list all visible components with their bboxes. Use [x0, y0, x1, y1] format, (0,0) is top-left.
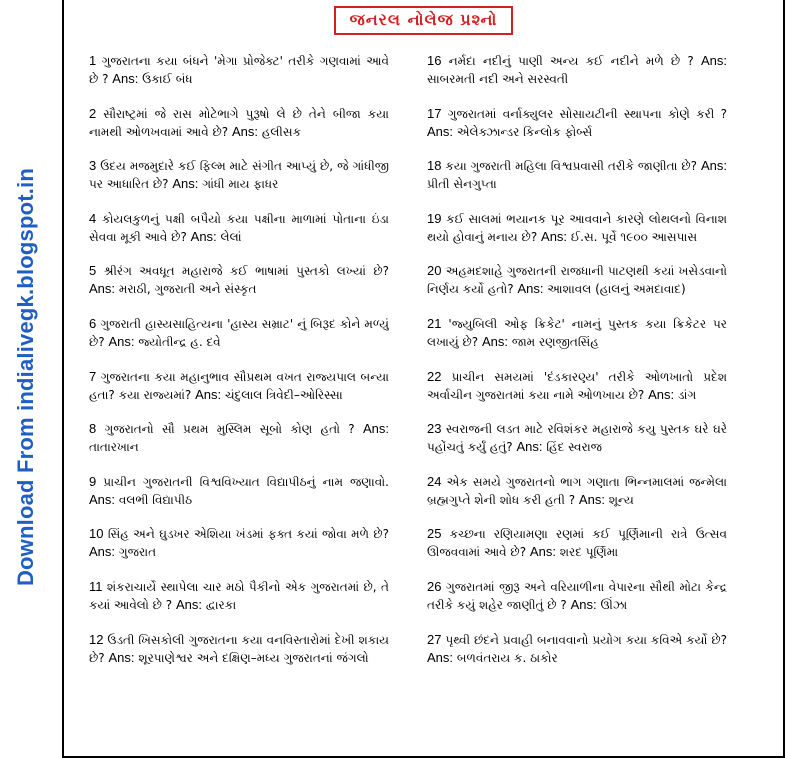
- question-item: [427, 631, 727, 684]
- question-item: [427, 210, 727, 263]
- question-text: કચ્છના રણિયામણા રણમાં કઈ પૂર્ણિમાની રાત્રે ઉત્સવ ઊજવવામાં આવે છે?: [427, 527, 727, 560]
- answer-label: Ans:: [172, 176, 199, 192]
- question-number: 6: [89, 315, 97, 331]
- question-text: કઈ સાલમાં ભયાનક પૂર આવવાને કારણે લોથલનો વિનાશ થયો હોવાનું મનાય છે?: [427, 211, 727, 244]
- question-text: એક સમયે ગુજરાતનો ભાગ ગણાતા ભિન્નમાલમાં જન્મેલા બ્રહ્મગુપ્તે શેની શોધ કરી હતી ?: [427, 474, 727, 507]
- question-number: 25: [427, 526, 442, 542]
- question-number: 9: [89, 473, 97, 489]
- answer-text: ઈ.સ. પૂર્વે ૧૯૦૦ આસપાસ: [570, 229, 698, 244]
- answer-label: Ans:: [541, 228, 568, 244]
- answer-text: ડાંગ: [677, 387, 697, 402]
- question-item: [427, 368, 727, 421]
- question-number: 4: [89, 210, 97, 226]
- answer-label: Ans:: [190, 228, 217, 244]
- question-text: નર્મદા નદીનું પાણી અન્ય કઈ નદીને મળે છે ?: [448, 54, 694, 68]
- answer-text: ગુજરાત: [118, 545, 157, 560]
- question-number: 16: [427, 53, 442, 68]
- question-text: ગુજરાતના કયા મહાનુભાવ સૌપ્રથમ વખત રાજ્યપાલ બન્યા હતા? કયા રાજ્યમાં?: [89, 369, 389, 402]
- question-item: [89, 210, 389, 263]
- question-item: [89, 368, 389, 421]
- question-item: [427, 578, 727, 631]
- question-text: શ્રીરંગ અવધૂત મહારાજે કઈ ભાષામાં પુસ્તકો લખ્યાં છે?: [103, 264, 389, 279]
- answer-label: Ans:: [516, 439, 543, 455]
- question-number: 22: [427, 368, 442, 384]
- question-number: 26: [427, 578, 442, 594]
- question-text: પ્રાચીન સમયમાં 'દંડકારણ્ય' તરીકે ઓળખાતો પ્રદેશ અર્વાચીન ગુજરાતમાં કયા નામે ઓળખાય છે?: [427, 369, 727, 402]
- question-number: 8: [89, 421, 97, 437]
- answer-label: Ans:: [517, 281, 544, 297]
- question-number: 11: [89, 578, 103, 594]
- question-text: પ્રાચીન ગુજરાતની વિશ્વવિખ્યાત વિદ્યાપીઠનું નામ જણાવો.: [103, 474, 389, 489]
- question-number: 1: [89, 53, 97, 68]
- question-text: ગુજરાતી હાસ્યસાહિત્યના 'હાસ્ય સમ્રાટ' નું બિરૂદ કોને મળ્યું છે?: [89, 316, 389, 349]
- question-item: [89, 525, 389, 578]
- question-item: [89, 262, 389, 315]
- question-number: 3: [89, 158, 97, 174]
- question-text: ગુજરાતમાં વર્નાક્યુલર સોસાયટીની સ્થાપના કોણે કરી ?: [447, 106, 727, 121]
- answer-text: એલેક્ઝાન્ડર કિન્લોક ફોર્બ્સ: [456, 124, 593, 139]
- question-number: 21: [427, 315, 442, 331]
- question-item: [427, 420, 727, 473]
- question-text: સ્વરાજની લડત માટે રવિશંકર મહારાજે કયુ પુસ્તક ઘરે ઘરે પહોંચતું કર્યું હતું?: [427, 422, 727, 455]
- answer-label: Ans:: [112, 71, 139, 86]
- left-question-column: [89, 52, 389, 683]
- page-title: જનરલ નોલેજ પ્રશ્નો: [334, 6, 514, 35]
- right-question-column: [427, 52, 727, 683]
- question-number: 19: [427, 210, 442, 226]
- answer-text: લેલાં: [220, 229, 242, 244]
- answer-text: પ્રીતી સેનગુપ્તા: [427, 177, 497, 192]
- question-text: ગુજરાતના કયા બંધને 'મેગા પ્રોજેક્ટ' તરીકે ગણવામાં આવે છે ?: [89, 54, 389, 86]
- answer-text: શરદ પૂર્ણિમા: [559, 545, 619, 560]
- question-number: 18: [427, 158, 442, 174]
- answer-text: હિંદ સ્વરાજ: [546, 440, 603, 455]
- question-number: 27: [427, 631, 442, 647]
- title-wrap: [64, 6, 783, 35]
- question-text: પૃથ્વી છંદને પ્રવાહી બનાવવાનો પ્રયોગ કયા કવિએ કર્યો છે?: [445, 632, 727, 647]
- question-item: [427, 105, 727, 158]
- answer-label: Ans:: [700, 158, 727, 174]
- answer-label: Ans:: [570, 596, 597, 612]
- answer-text: જામ રણજીતસિંહ: [511, 334, 599, 349]
- answer-text: ઊંઝા: [600, 597, 628, 612]
- answer-label: Ans:: [89, 544, 116, 560]
- question-number: 12: [89, 631, 104, 647]
- question-item: [89, 473, 389, 526]
- answer-text: ચંદુલાલ ત્રિવેદી–ઓરિસ્સા: [224, 387, 343, 402]
- question-text: કયા ગુજરાતી મહિલા વિશ્વપ્રવાસી તરીકે જાણીતા છે?: [445, 159, 698, 174]
- question-item: [89, 105, 389, 158]
- question-number: 24: [427, 473, 442, 489]
- question-item: [89, 315, 389, 368]
- answer-label: Ans:: [89, 281, 116, 297]
- download-banner: [0, 0, 52, 753]
- answer-label: Ans:: [529, 544, 556, 560]
- question-text: ઉડતી ખિસકોલી ગુજરાતના કયા વનવિસ્તારોમાં દેખી શકાય છે?: [89, 632, 389, 665]
- answer-label: Ans:: [108, 649, 135, 665]
- question-item: [427, 157, 727, 210]
- question-item: [89, 420, 389, 473]
- question-number: 7: [89, 368, 97, 384]
- answer-text: તાતારખાન: [89, 440, 139, 455]
- question-text: ગુજરાતનો સૌ પ્રથમ મુસ્લિમ સૂબો કોણ હતો ?: [104, 422, 355, 437]
- question-text: શંકરાચાર્યે સ્થાપેલા ચાર મઠો પૈકીનો એક ગુજરાતમાં છે, તે કયાં આવેલો છે ?: [89, 579, 389, 612]
- answer-text: શૂન્ય: [608, 492, 634, 507]
- answer-label: Ans:: [108, 333, 135, 349]
- question-item: [427, 262, 727, 315]
- answer-label: Ans:: [175, 596, 202, 612]
- answer-label: Ans:: [195, 386, 222, 402]
- question-text: 'જ્યુબિલી ઓફ ક્રિકેટ' નામનું પુસ્તક કયા ક્રિકેટર પર લખાયું છે?: [427, 316, 727, 349]
- answer-text: બળવંતરાય ક. ઠાકોર: [456, 650, 558, 665]
- question-number: 23: [427, 421, 442, 437]
- answer-text: વલભી વિદ્યાપીઠ: [118, 492, 193, 507]
- question-text: સૌરાષ્ટ્રમાં જે રાસ મોટેભાગે પુરૂષો લે છે તેને બીજા કયા નામથી ઓળખવામાં આવે છે?: [89, 106, 389, 139]
- answer-text: ઉકાઈ બંધ: [142, 72, 193, 86]
- answer-label: Ans:: [427, 649, 454, 665]
- answer-text: આશાવલ (હાલનું અમદાવાદ): [547, 282, 686, 297]
- question-text: ગુજરાતમાં જીરૂ અને વરિયાળીના વેપારના સૌથી મોટા કેન્દ્ર તરીકે કયું શહેર જાણીતું છે ?: [427, 579, 727, 612]
- question-text: ઉદય મજમુદારે કઈ ફિલ્મ માટે સંગીત આપ્યું છે, જે ગાંધીજી પર આધારિત છે?: [89, 159, 389, 192]
- question-text: અહમદશાહે ગુજરાતની રાજધાની પાટણથી કયાં ખસેડવાનો નિર્ણય કર્યો હતો?: [427, 264, 727, 297]
- question-number: 20: [427, 263, 442, 279]
- answer-text: દ્વારકા: [205, 597, 237, 612]
- question-number: 2: [89, 105, 97, 121]
- question-item: [427, 315, 727, 368]
- download-banner-text: Download From indialivegk.blogspot.in: [13, 167, 39, 586]
- answer-text: હલીસક: [261, 124, 302, 139]
- answer-text: શૂરપાણેશ્વર અને દક્ષિણ–મધ્ય ગુજરાતનાં જંગલો: [138, 650, 369, 665]
- question-number: 17: [427, 105, 442, 121]
- question-text: સિંહ અને ઘુડખર એશિયા ખંડમાં ફક્ત કયાં જોવા મળે છે?: [107, 527, 389, 542]
- answer-text: જ્યોતીન્દ્ર હ. દવે: [138, 334, 221, 349]
- question-item: [427, 473, 727, 526]
- question-item: [89, 631, 389, 684]
- answer-label: Ans:: [231, 123, 258, 139]
- quiz-page: [62, 0, 785, 758]
- answer-label: Ans:: [700, 53, 727, 68]
- answer-text: મરાઠી, ગુજરાતી અને સંસ્કૃત: [118, 282, 257, 297]
- question-item: [427, 52, 727, 105]
- question-text: કોયલકુળનું પક્ષી બપૈયો કયા પક્ષીના માળામાં પોતાના ઇંડા સેવવા મૂકી આવે છે?: [89, 211, 389, 244]
- answer-label: Ans:: [427, 123, 454, 139]
- answer-label: Ans:: [482, 333, 509, 349]
- question-item: [89, 578, 389, 631]
- question-item: [89, 157, 389, 210]
- question-item: [427, 525, 727, 578]
- answer-label: Ans:: [362, 421, 389, 437]
- answer-label: Ans:: [89, 491, 116, 507]
- question-item: [89, 52, 389, 105]
- answer-text: ગાંધી માય ફાધર: [202, 177, 279, 192]
- answer-text: સાબરમતી નદી અને સરસ્વતી: [427, 72, 569, 86]
- answer-label: Ans:: [578, 491, 605, 507]
- answer-label: Ans:: [648, 386, 675, 402]
- question-number: 5: [89, 263, 97, 279]
- question-number: 10: [89, 526, 104, 542]
